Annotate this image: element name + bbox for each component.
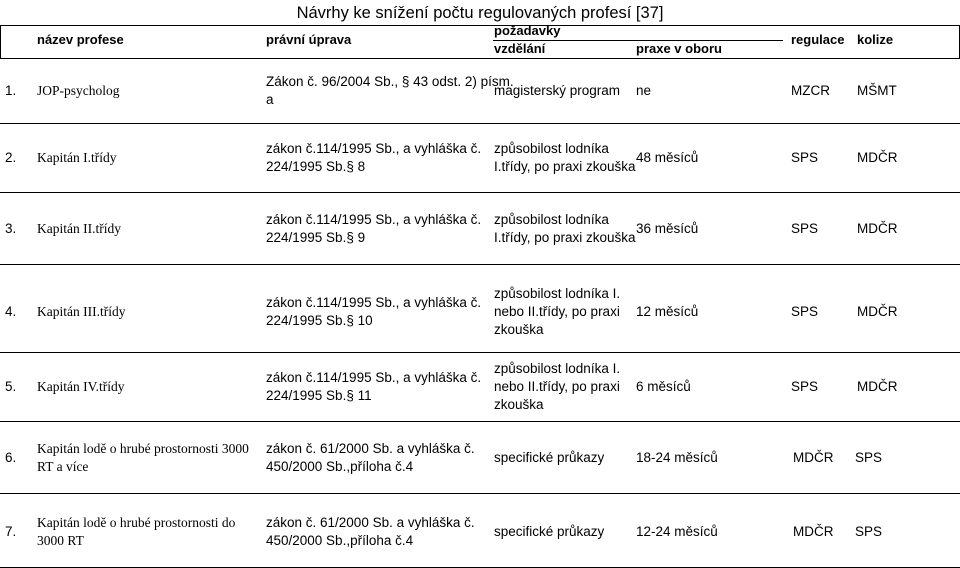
cell-name: JOP-psycholog — [37, 83, 120, 98]
cell-edu: specifické průkazy — [494, 524, 605, 539]
cell-name: Kapitán lodě o hrubé prostornosti 3000 — [37, 441, 249, 456]
row-separator — [0, 352, 960, 353]
cell-law: 224/1995 Sb.§ 11 — [266, 388, 372, 403]
cell-edu: I.třídy, po praxi zkouška — [494, 159, 636, 174]
cell-edu: způsobilost lodníka I. — [494, 361, 621, 376]
page-title: Návrhy ke snížení počtu regulovaných profesí [37] — [296, 4, 664, 22]
cell-name: 3000 RT — [37, 533, 84, 548]
col-header-conflict: kolize — [857, 32, 894, 47]
cell-conflict: MDČR — [857, 221, 898, 236]
cell-law: 224/1995 Sb.§ 9 — [266, 230, 366, 245]
cell-practice: 48 měsíců — [636, 150, 699, 165]
cell-conflict: MDČR — [857, 304, 898, 319]
col-header-name: název profese — [37, 32, 124, 47]
cell-law: 450/2000 Sb.,příloha č.4 — [266, 459, 414, 474]
cell-practice: 18-24 měsíců — [636, 450, 718, 465]
row-separator — [0, 264, 960, 265]
cell-num: 3. — [5, 221, 17, 236]
cell-regulation: MDČR — [793, 450, 834, 465]
cell-num: 4. — [5, 304, 17, 319]
cell-law: zákon č.114/1995 Sb., a vyhláška č. — [266, 370, 482, 385]
cell-regulation: MDČR — [793, 524, 834, 539]
header-top-border — [0, 25, 960, 26]
col-header-law: právní úprava — [266, 32, 352, 47]
cell-name: Kapitán III.třídy — [37, 304, 126, 319]
cell-name: Kapitán II.třídy — [37, 221, 121, 236]
column-divider — [0, 25, 1, 58]
cell-edu: nebo II.třídy, po praxi — [494, 304, 620, 319]
cell-regulation: MZCR — [791, 83, 830, 98]
col-header-requirements: požadavky — [494, 23, 561, 38]
cell-regulation: SPS — [791, 304, 819, 319]
cell-edu: zkouška — [494, 322, 544, 337]
cell-law: Zákon č. 96/2004 Sb., § 43 odst. 2) písm. — [266, 74, 514, 89]
cell-name: RT a více — [37, 459, 89, 474]
cell-regulation: SPS — [791, 379, 819, 394]
cell-conflict: SPS — [855, 524, 883, 539]
row-separator — [0, 421, 960, 422]
col-header-regulation: regulace — [791, 32, 845, 47]
row-separator — [0, 123, 960, 124]
cell-law: zákon č. 61/2000 Sb. a vyhláška č. — [266, 515, 475, 530]
cell-num: 2. — [5, 150, 17, 165]
cell-practice: 12-24 měsíců — [636, 524, 718, 539]
cell-conflict: MŠMT — [857, 83, 897, 98]
cell-edu: způsobilost lodníka I. — [494, 286, 621, 301]
cell-name: Kapitán lodě o hrubé prostornosti do — [37, 515, 236, 530]
cell-law: 450/2000 Sb.,příloha č.4 — [266, 533, 414, 548]
cell-name: Kapitán I.třídy — [37, 150, 117, 165]
header-bottom-border — [0, 58, 960, 59]
cell-edu: zkouška — [494, 397, 544, 412]
cell-conflict: MDČR — [857, 150, 898, 165]
cell-law: zákon č.114/1995 Sb., a vyhláška č. — [266, 141, 482, 156]
cell-law: a — [266, 92, 274, 107]
cell-practice: 12 měsíců — [636, 304, 699, 319]
cell-conflict: MDČR — [857, 379, 898, 394]
cell-num: 6. — [5, 450, 17, 465]
row-separator — [0, 192, 960, 193]
cell-edu: způsobilost lodníka — [494, 141, 609, 156]
cell-regulation: SPS — [791, 221, 819, 236]
col-header-education: vzdělání — [494, 41, 546, 56]
cell-practice: 6 měsíců — [636, 379, 691, 394]
cell-name: Kapitán IV.třídy — [37, 379, 125, 394]
cell-practice: 36 měsíců — [636, 221, 699, 236]
cell-num: 1. — [5, 83, 17, 98]
cell-regulation: SPS — [791, 150, 819, 165]
cell-num: 7. — [5, 524, 17, 539]
cell-law: 224/1995 Sb.§ 8 — [266, 159, 366, 174]
cell-edu: I.třídy, po praxi zkouška — [494, 230, 636, 245]
cell-law: 224/1995 Sb.§ 10 — [266, 313, 373, 328]
cell-conflict: SPS — [855, 450, 883, 465]
cell-edu: magisterský program — [494, 83, 621, 98]
cell-edu: způsobilost lodníka — [494, 212, 609, 227]
cell-num: 5. — [5, 379, 17, 394]
col-header-practice: praxe v oboru — [636, 41, 722, 56]
cell-law: zákon č. 61/2000 Sb. a vyhláška č. — [266, 441, 475, 456]
cell-law: zákon č.114/1995 Sb., a vyhláška č. — [266, 212, 482, 227]
row-separator — [0, 493, 960, 494]
cell-practice: ne — [636, 83, 652, 98]
cell-edu: nebo II.třídy, po praxi — [494, 379, 620, 394]
cell-law: zákon č.114/1995 Sb., a vyhláška č. — [266, 295, 482, 310]
cell-edu: specifické průkazy — [494, 450, 605, 465]
